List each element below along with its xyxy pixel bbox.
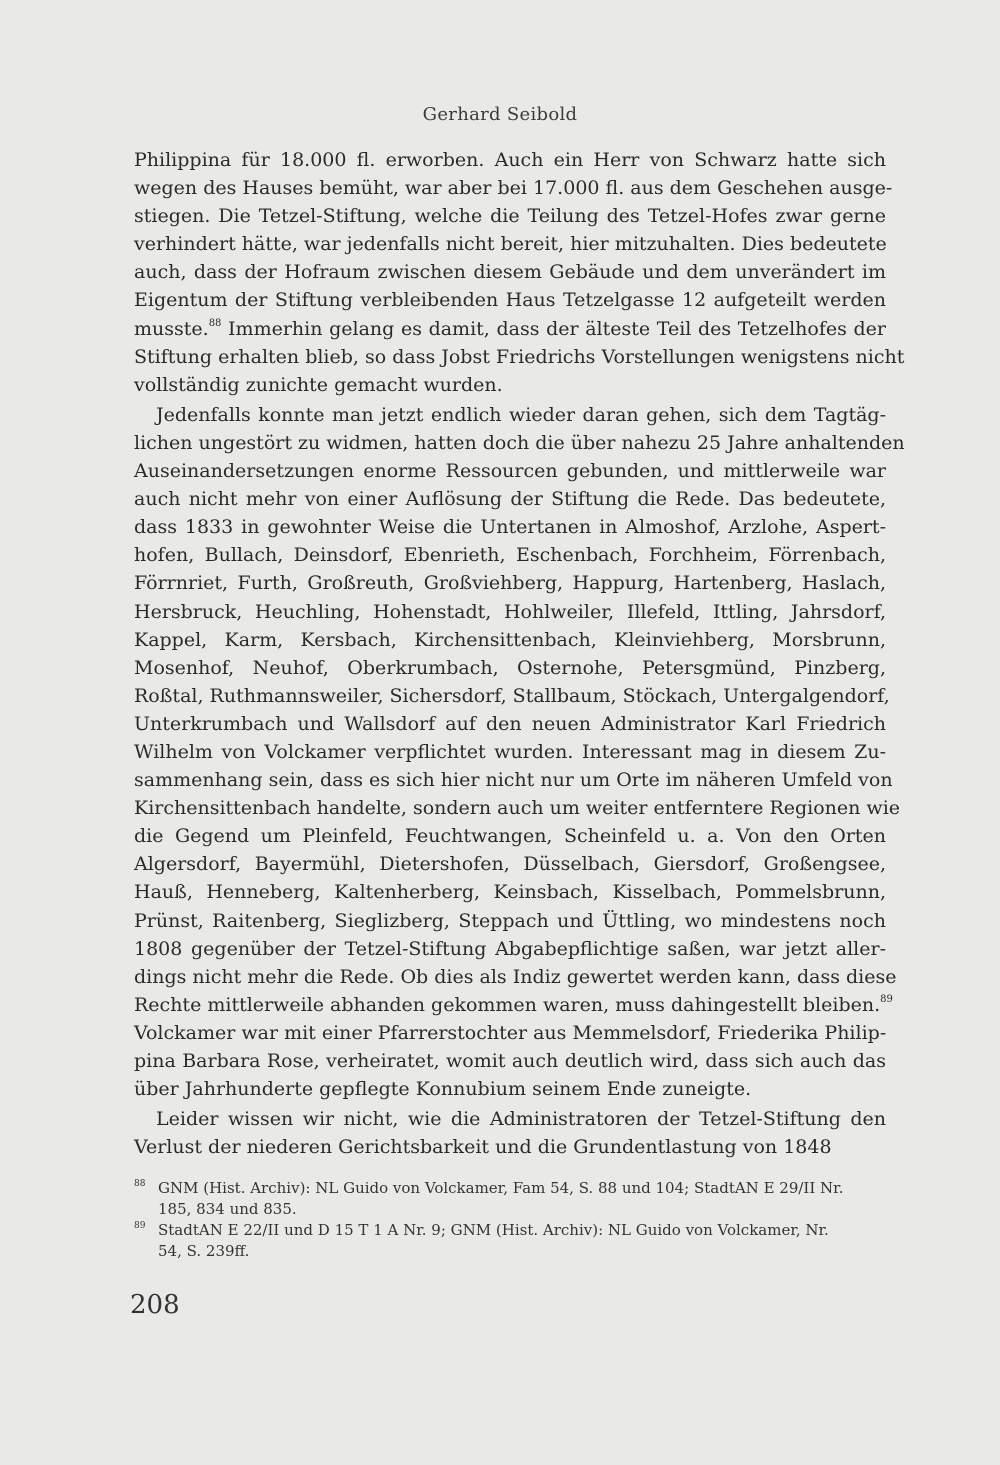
text-line: Rechte mittlerweile abhanden gekommen waren, muss dahingestellt bleiben.$^{89}$ <box>134 993 893 1016</box>
footnote-number: 89 <box>134 1221 146 1231</box>
text-line: die Gegend um Pleinfeld, Feuchtwangen, Scheinfeld u. a. Von den Orten <box>134 825 886 848</box>
text-line: Hersbruck, Heuchling, Hohenstadt, Hohlweiler, Illefeld, Ittling, Jahrsdorf, <box>134 600 886 623</box>
text-line: Wilhelm von Volckamer verpflichtet wurden. Interessant mag in diesem Zu- <box>134 740 886 763</box>
footnotes <box>134 1178 886 1262</box>
text-line: über Jahrhunderte gepflegte Konnubium seinem Ende zuneigte. <box>134 1078 752 1101</box>
text-line: Volckamer war mit einer Pfarrerstochter aus Memmelsdorf, Friederika Philip- <box>134 1021 887 1044</box>
text-line: sammenhang sein, dass es sich hier nicht nur um Orte im näheren Umfeld von <box>134 769 893 792</box>
footnote <box>134 1178 886 1220</box>
text-line: Eigentum der Stiftung verbleibenden Haus Tetzelgasse 12 aufgeteilt werden <box>134 289 886 312</box>
text-line: dings nicht mehr die Rede. Ob dies als Indiz gewertet werden kann, dass diese <box>134 965 897 988</box>
footnote-line: StadtAN E 22/II und D 15 T 1 A Nr. 9; GNM (Hist. Archiv): NL Guido von Volckamer, Nr. <box>158 1221 829 1239</box>
text-line: Mosenhof, Neuhof, Oberkrumbach, Osternohe, Petersgmünd, Pinzberg, <box>134 656 886 679</box>
text-line: lichen ungestört zu widmen, hatten doch die über nahezu 25 Jahre anhaltenden <box>134 431 905 454</box>
page-number: 208 <box>130 1290 180 1320</box>
text-line: vollständig zunichte gemacht wurden. <box>134 373 503 396</box>
footnote-reference: 88 <box>208 317 222 329</box>
text-line: Unterkrumbach und Wallsdorf auf den neuen Administrator Karl Friedrich <box>134 712 886 735</box>
paragraph <box>134 146 905 399</box>
paragraph <box>134 1105 886 1161</box>
text-line: Kappel, Karm, Kersbach, Kirchensittenbach, Kleinviehberg, Morsbrunn, <box>134 628 886 651</box>
text-line: auch nicht mehr von einer Auflösung der Stiftung die Rede. Das bedeutete, <box>134 488 886 511</box>
footnote-line: GNM (Hist. Archiv): NL Guido von Volckamer, Fam 54, S. 88 und 104; StadtAN E 29/II Nr. <box>158 1179 844 1197</box>
text-line: auch, dass der Hofraum zwischen diesem Gebäude und dem unverändert im <box>134 261 886 284</box>
body-text <box>134 146 905 1161</box>
text-line: dass 1833 in gewohnter Weise die Untertanen in Almoshof, Arzlohe, Aspert- <box>134 516 886 539</box>
text-line: Leider wissen wir nicht, wie die Administratoren der Tetzel-Stiftung den <box>156 1108 886 1131</box>
text-line: musste.$^{88}$ Immerhin gelang es damit, dass der älteste Teil des Tetzelhofes der <box>134 317 886 340</box>
text-line: Prünst, Raitenberg, Sieglizberg, Steppach und Üttling, wo mindestens noch <box>134 909 886 932</box>
text-line: Hauß, Henneberg, Kaltenherberg, Keinsbach, Kisselbach, Pommelsbrunn, <box>134 881 886 904</box>
text-line: Algersdorf, Bayermühl, Dietershofen, Düsselbach, Giersdorf, Großengsee, <box>134 853 886 876</box>
text-line: verhindert hätte, war jedenfalls nicht bereit, hier mitzuhalten. Dies bedeutete <box>134 233 887 256</box>
paragraph <box>134 401 905 1103</box>
running-header: Gerhard Seibold <box>422 104 578 125</box>
text-line: stiegen. Die Tetzel-Stiftung, welche die Teilung des Tetzel-Hofes zwar gerne <box>134 205 886 228</box>
footnote-line: 54, S. 239ff. <box>158 1242 250 1260</box>
text-line: Auseinandersetzungen enorme Ressourcen gebunden, und mittlerweile war <box>134 460 886 483</box>
text-line: pina Barbara Rose, verheiratet, womit auch deutlich wird, dass sich auch das <box>134 1050 886 1072</box>
text-line: Philippina für 18.000 fl. erworben. Auch ein Herr von Schwarz hatte sich <box>134 149 886 171</box>
text-line: Verlust der niederen Gerichtsbarkeit und die Grundentlastung von 1848 <box>134 1136 832 1159</box>
text-line: 1808 gegenüber der Tetzel-Stiftung Abgabepflichtige saßen, war jetzt aller- <box>134 937 886 960</box>
text-line: Förrnriet, Furth, Großreuth, Großviehberg, Happurg, Hartenberg, Haslach, <box>134 572 886 595</box>
text-line: Jedenfalls konnte man jetzt endlich wieder daran gehen, sich dem Tagtäg- <box>156 403 886 426</box>
footnote <box>134 1220 886 1262</box>
footnote-number: 88 <box>134 1179 146 1189</box>
footnote-line: 185, 834 und 835. <box>158 1200 297 1218</box>
text-line: hofen, Bullach, Deinsdorf, Ebenrieth, Eschenbach, Forchheim, Förrenbach, <box>134 544 886 567</box>
text-line: Stiftung erhalten blieb, so dass Jobst Friedrichs Vorstellungen wenigstens nicht <box>134 345 905 368</box>
text-line: wegen des Hauses bemüht, war aber bei 17.000 fl. aus dem Geschehen ausge- <box>134 177 893 200</box>
text-line: Kirchensittenbach handelte, sondern auch um weiter entferntere Regionen wie <box>134 797 901 820</box>
text-line: Roßtal, Ruthmannsweiler, Sichersdorf, Stallbaum, Stöckach, Untergalgendorf, <box>134 684 890 707</box>
footnote-reference: 89 <box>880 993 893 1005</box>
